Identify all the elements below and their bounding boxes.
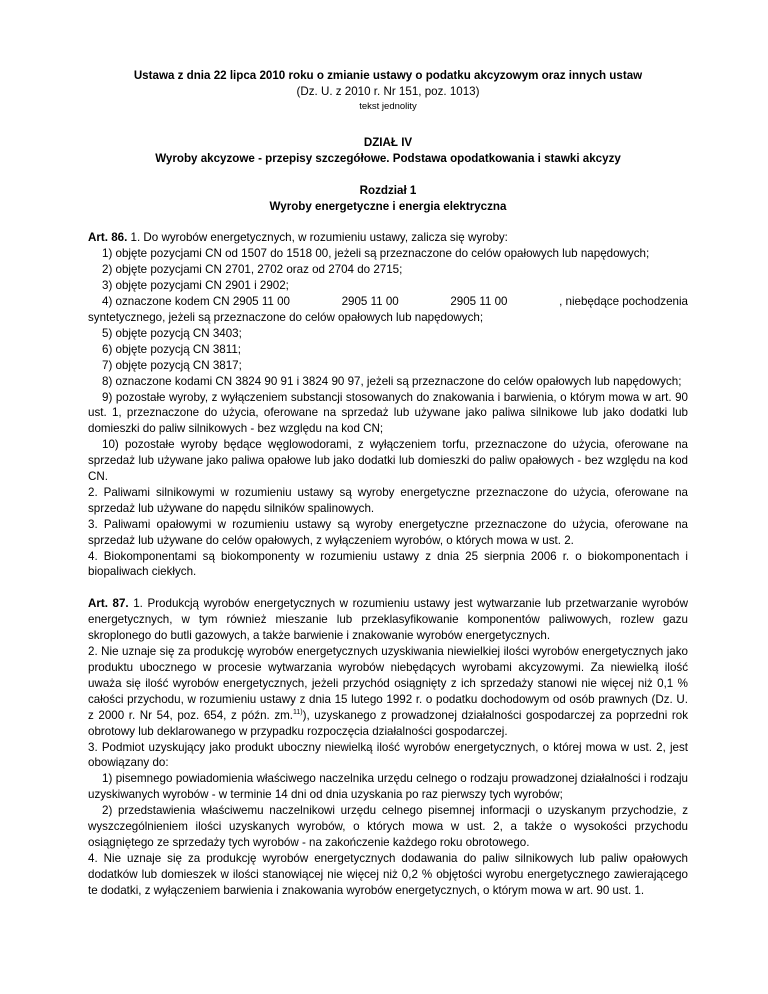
art86-point-7: 7) objęte pozycją CN 3817; [102, 358, 242, 372]
art86-point-2: 2) objęte pozycjami CN 2701, 2702 oraz od 2704 do 2715; [102, 263, 403, 277]
art86-point-6: 6) objęte pozycją CN 3811; [102, 342, 241, 356]
art87-section-4: 4. Nie uznaje się za produkcję wyrobów energetycznych dodawania do paliw silnikowych lub paliw opałowych dodatków lub domieszek w ilości stanowiącej nie więcej niż 0,2 % objętości wyrobu energetycznego zawierającego te dodatki, z wyłączeniem barwienia i znakowania wyrobów energetycznych, o którym mowa w art. 90 ust. 1. [88, 851, 688, 897]
art86-point-8: 8) oznaczone kodami CN 3824 90 91 i 3824 90 97, jeżeli są przeznaczone do celów opałowych lub napędowych; [102, 374, 682, 388]
art86-point-4: 4) oznaczone kodem CN 2905 11 00 2905 11 00 2905 11 00 , niebędące pochodzenia [102, 295, 688, 309]
art86-intro: Art. 86. 1. Do wyrobów energetycznych, w rozumieniu ustawy, zalicza się wyroby: [88, 231, 508, 245]
division-label: DZIAŁ IV [363, 135, 413, 149]
art86-section-2: 2. Paliwami silnikowymi w rozumieniu ustawy są wyroby energetyczne przeznaczone do użycia, oferowane na sprzedaż lub używane do napędu silników spalinowych. [88, 485, 688, 515]
document-title: Ustawa z dnia 22 lipca 2010 roku o zmianie ustawy o podatku akcyzowym oraz innych ustaw [133, 69, 643, 82]
document-note: tekst jednolity [359, 100, 417, 112]
art86-point-5: 5) objęte pozycją CN 3403; [102, 326, 242, 340]
art86-section-4: 4. Biokomponentami są biokomponenty w rozumieniu ustawy z dnia 25 sierpnia 2006 r. o biokomponentach i biopaliwach ciekłych. [88, 549, 688, 579]
art87-section-1: Art. 87. 1. Produkcją wyrobów energetycznych w rozumieniu ustawy jest wytwarzanie lub przetwarzanie wyrobów energetycznych, w tym również mieszanie lub przeklasyfikowanie komponentów paliwowych, rozlew gazu skroplonego do butli gazowych, a także barwienie i znakowanie wyrobów energetycznych. [88, 597, 688, 643]
document-page [88, 68, 688, 899]
art87-label: Art. 87. [88, 597, 129, 611]
art86-label: Art. 86. [88, 231, 128, 245]
chapter-label: Rozdział 1 [359, 183, 417, 197]
chapter-title: Wyroby energetyczne i energia elektryczna [269, 199, 507, 213]
footnote-ref: 11) [293, 708, 303, 716]
art86-section-3: 3. Paliwami opałowymi w rozumieniu ustawy są wyroby energetyczne przeznaczone do użycia, oferowane na sprzedaż lub używane do celów opałowych, z wyłączeniem wyrobów, o których mowa w ust. 2. [88, 517, 688, 547]
art86-point-9: 9) pozostałe wyroby, z wyłączeniem substancji stosowanych do znakowania i barwienia, o którym mowa w art. 90 ust. 1, przeznaczone do użycia, oferowane na sprzedaż lub używane jako paliwa silnikowe lub jako dodatki lub domieszki do paliw silnikowych - bez względu na kod CN; [88, 390, 688, 436]
art86-point-1: 1) objęte pozycjami CN od 1507 do 1518 00, jeżeli są przeznaczone do celów opałowych lub napędowych; [102, 247, 650, 261]
article-87 [88, 596, 688, 898]
article-86 [88, 230, 688, 580]
art87-section-3-point-1: 1) pisemnego powiadomienia właściwego naczelnika urzędu celnego o rodzaju prowadzonej działalności i rodzaju uzyskiwanych wyrobów - w terminie 14 dni od dnia uzyskania po raz pierwszy tych wyrobów; [88, 772, 688, 802]
art87-section-3: 3. Podmiot uzyskujący jako produkt uboczny niewielką ilość wyrobów energetycznych, o której mowa w ust. 2, jest obowiązany do: [88, 740, 688, 770]
art87-section-3-point-2: 2) przedstawienia właściwemu naczelnikowi urzędu celnego pisemnej informacji o uzyskanym przychodzie, z wyszczególnieniem ilości uzyskanych wyrobów, o których mowa w ust. 2, a także o wysokości przychodu osiągniętego ze sprzedaży tych wyrobów - na zakończenie każdego roku obrotowego. [88, 804, 688, 849]
division-title: Wyroby akcyzowe - przepisy szczegółowe. Podstawa opodatkowania i stawki akcyzy [155, 151, 621, 165]
art86-point-4-cont: syntetycznego, jeżeli są przeznaczone do celów opałowych lub napędowych; [88, 310, 484, 324]
art87-section-2: 2. Nie uznaje się za produkcję wyrobów energetycznych uzyskiwania niewielkiej ilości wyrobów energetycznych jako produktu ubocznego w procesie wytwarzania wyrobów niebędących wyrobami akcyzowymi. Za niewielką ilość uważa się ilość wyrobów energetycznych, jeżeli przychód osiągnięty z ich sprzedaży stanowi nie więcej niż 0,1 % całości przychodu, w rozumieniu ustawy z dnia 15 lutego 1992 r. o podatku dochodowym od osób prawnych (Dz. U. z 2000 r. Nr 54, poz. 654, z późn. zm.$^{11)}$), uzyskanego z prowadzonej działalności gospodarczej za poprzedni rok obrotowy lub deklarowanego w przypadku rozpoczęcia działalności gospodarczej. [88, 645, 689, 738]
art86-point-3: 3) objęte pozycjami CN 2901 i 2902; [102, 279, 289, 293]
art86-point-10: 10) pozostałe wyroby będące węglowodorami, z wyłączeniem torfu, przeznaczone do użycia, oferowane na sprzedaż lub używane jako paliwa opałowe lub jako dodatki lub domieszki do paliw opałowych - bez względu na kod CN. [88, 438, 688, 484]
document-citation: (Dz. U. z 2010 r. Nr 151, poz. 1013) [296, 84, 480, 98]
